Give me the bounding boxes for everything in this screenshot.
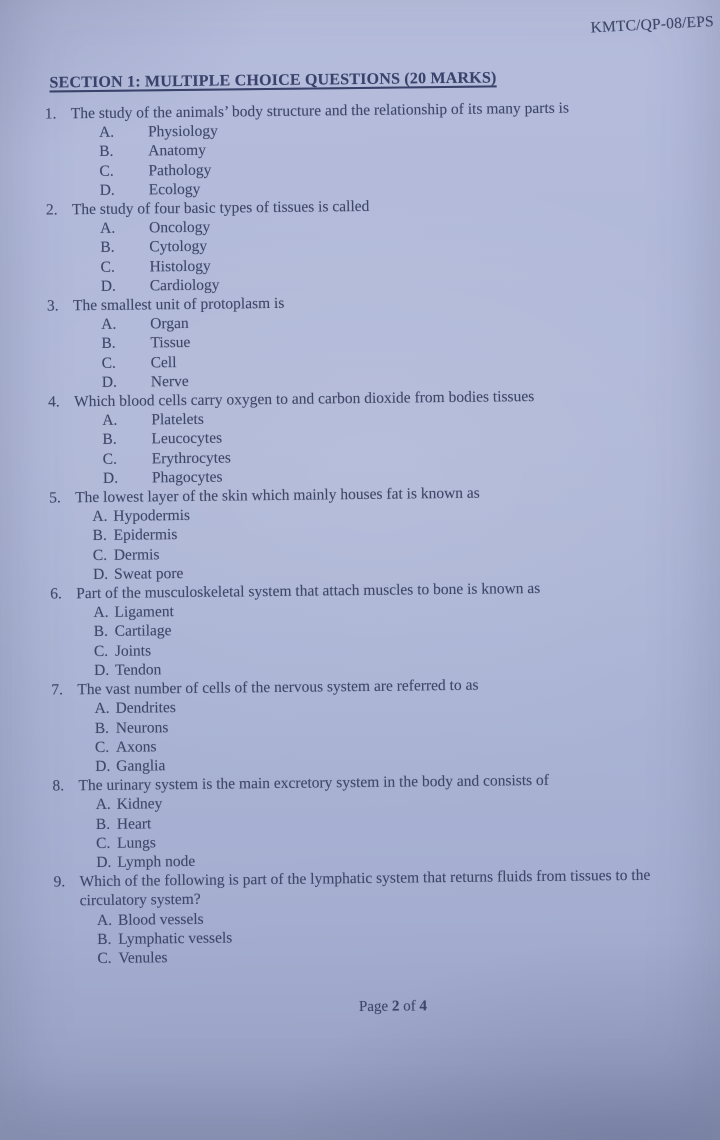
- question-number: 5.: [49, 489, 61, 507]
- option-list: [1, 692, 720, 777]
- option-text: Phagocytes: [151, 468, 223, 487]
- question-text: Part of the musculoskeletal system that attach muscles to bone is known as: [76, 580, 541, 603]
- option-letter: D.: [102, 469, 119, 487]
- footer-page-total: 4: [419, 998, 427, 1015]
- option-letter: A.: [98, 123, 115, 142]
- option-letter: B.: [92, 527, 107, 545]
- option-letter: D.: [94, 661, 110, 679]
- question-item: [0, 481, 720, 585]
- option-text: Joints: [114, 642, 152, 660]
- option-text: Kidney: [116, 795, 163, 814]
- option-text: Neurons: [115, 718, 169, 737]
- footer-label-page: Page: [358, 998, 389, 1016]
- option-letter: C.: [95, 834, 111, 852]
- question-text: The urinary system is the main excretory system in the body and consists of: [78, 771, 550, 795]
- question-number: 7.: [51, 681, 64, 699]
- question-text: Which of the following is part of the lymphatic system that returns fluids from tissues to the circulatory system?: [79, 866, 651, 910]
- option-text: Cell: [150, 353, 177, 372]
- option-letter: C.: [94, 738, 110, 756]
- question-item: [3, 865, 720, 969]
- question-number: 8.: [52, 777, 65, 795]
- option-text: Epidermis: [113, 526, 178, 545]
- option-letter: C.: [99, 162, 114, 180]
- option-letter: C.: [97, 949, 112, 967]
- question-number: 4.: [47, 393, 60, 411]
- question-item: [0, 577, 720, 681]
- option-text: Dermis: [113, 545, 160, 564]
- question-item: [0, 385, 719, 489]
- option-text: Nerve: [150, 372, 189, 391]
- option-letter: C.: [93, 642, 109, 660]
- option-letter: B.: [97, 930, 112, 948]
- option-letter: A.: [92, 508, 108, 526]
- option-text: Cardiology: [149, 276, 220, 295]
- option-text: Dendrites: [115, 699, 176, 718]
- option-list: [4, 903, 720, 969]
- option-text: Tendon: [115, 661, 162, 679]
- option-text: Cartilage: [114, 622, 172, 641]
- option-text: Pathology: [148, 161, 212, 179]
- option-letter: D.: [99, 181, 115, 199]
- question-item: [0, 193, 717, 297]
- option-list: [0, 212, 717, 297]
- question-row: [3, 865, 720, 912]
- document-code: KMTC/QP-08/EPS: [589, 13, 714, 37]
- option-list: [0, 596, 720, 681]
- footer-label-of: of: [403, 998, 416, 1015]
- option-text: Physiology: [147, 122, 218, 141]
- option-letter: D.: [101, 373, 118, 391]
- question-number: 3.: [46, 297, 59, 315]
- option-text: Blood vessels: [117, 910, 204, 929]
- option-text: Organ: [150, 315, 189, 333]
- option-text: Ecology: [148, 180, 201, 199]
- question-text: The lowest layer of the skin which mainly houses fat is known as: [75, 484, 480, 507]
- option-text: Histology: [149, 257, 211, 275]
- option-letter: A.: [101, 315, 117, 334]
- question-number: 2.: [45, 201, 58, 219]
- option-list: [0, 500, 720, 585]
- option-text: Heart: [116, 814, 152, 833]
- option-text: Platelets: [151, 411, 204, 429]
- option-letter: A.: [102, 411, 118, 430]
- option-text: Oncology: [149, 218, 211, 237]
- option-letter: B.: [94, 719, 110, 737]
- option-text: Axons: [115, 738, 157, 756]
- option-text: Tissue: [150, 334, 191, 352]
- question-number: 1.: [44, 105, 57, 123]
- option-text: Lymphatic vessels: [118, 929, 233, 948]
- option-letter: C.: [102, 450, 118, 468]
- option-text: Sweat pore: [113, 564, 184, 583]
- option-text: Cytology: [149, 238, 208, 256]
- question-number: 6.: [50, 585, 62, 603]
- question-text: Which blood cells carry oxygen to and carbon dioxide from bodies tissues: [73, 388, 535, 411]
- option-letter: D.: [95, 757, 111, 775]
- option-letter: B.: [100, 239, 115, 257]
- section-title: SECTION 1: MULTIPLE CHOICE QUESTIONS (20 MARKS): [49, 69, 497, 92]
- question-text: The smallest unit of protoplasm is: [72, 294, 285, 315]
- option-text: Ligament: [114, 603, 174, 622]
- option-list: [0, 116, 716, 201]
- option-letter: A.: [95, 796, 111, 814]
- option-letter: A.: [96, 911, 113, 929]
- option-letter: B.: [93, 623, 109, 641]
- option-text: Anatomy: [148, 142, 207, 160]
- question-text: The vast number of cells of the nervous system are referred to as: [77, 676, 479, 699]
- option-letter: B.: [99, 143, 114, 161]
- option-letter: C.: [100, 258, 115, 276]
- option-letter: D.: [96, 853, 112, 871]
- option-list: [0, 308, 718, 393]
- option-letter: D.: [92, 565, 109, 583]
- option-list: [0, 404, 719, 489]
- option-letter: B.: [102, 431, 117, 449]
- option-letter: A.: [93, 604, 109, 622]
- question-item: [2, 769, 720, 873]
- footer-page-number: 2: [391, 998, 400, 1015]
- question-number: 9.: [53, 873, 66, 891]
- option-text: Lungs: [116, 834, 156, 852]
- option-text: Venules: [118, 949, 168, 967]
- question-item: [1, 673, 720, 777]
- option-text: Leucocytes: [151, 430, 223, 448]
- option-list: [3, 788, 720, 873]
- option-letter: B.: [101, 335, 116, 353]
- option-letter: C.: [101, 354, 116, 372]
- question-text: The study of the animals’ body structure and the relationship of its many parts is: [70, 99, 570, 123]
- option-text: Erythrocytes: [151, 449, 232, 468]
- question-item: [0, 289, 718, 393]
- option-letter: A.: [94, 700, 110, 718]
- option-letter: B.: [95, 815, 111, 833]
- option-letter: A.: [100, 219, 116, 238]
- option-text: Lymph node: [117, 852, 196, 871]
- option-letter: C.: [92, 546, 108, 564]
- option-text: Hypodermis: [113, 507, 191, 526]
- question-list: [0, 97, 720, 969]
- page-footer: [61, 994, 720, 1021]
- question-item: [0, 97, 716, 201]
- option-letter: D.: [100, 277, 116, 295]
- option-text: Ganglia: [116, 757, 166, 775]
- question-text: The study of four basic types of tissues is called: [71, 197, 370, 219]
